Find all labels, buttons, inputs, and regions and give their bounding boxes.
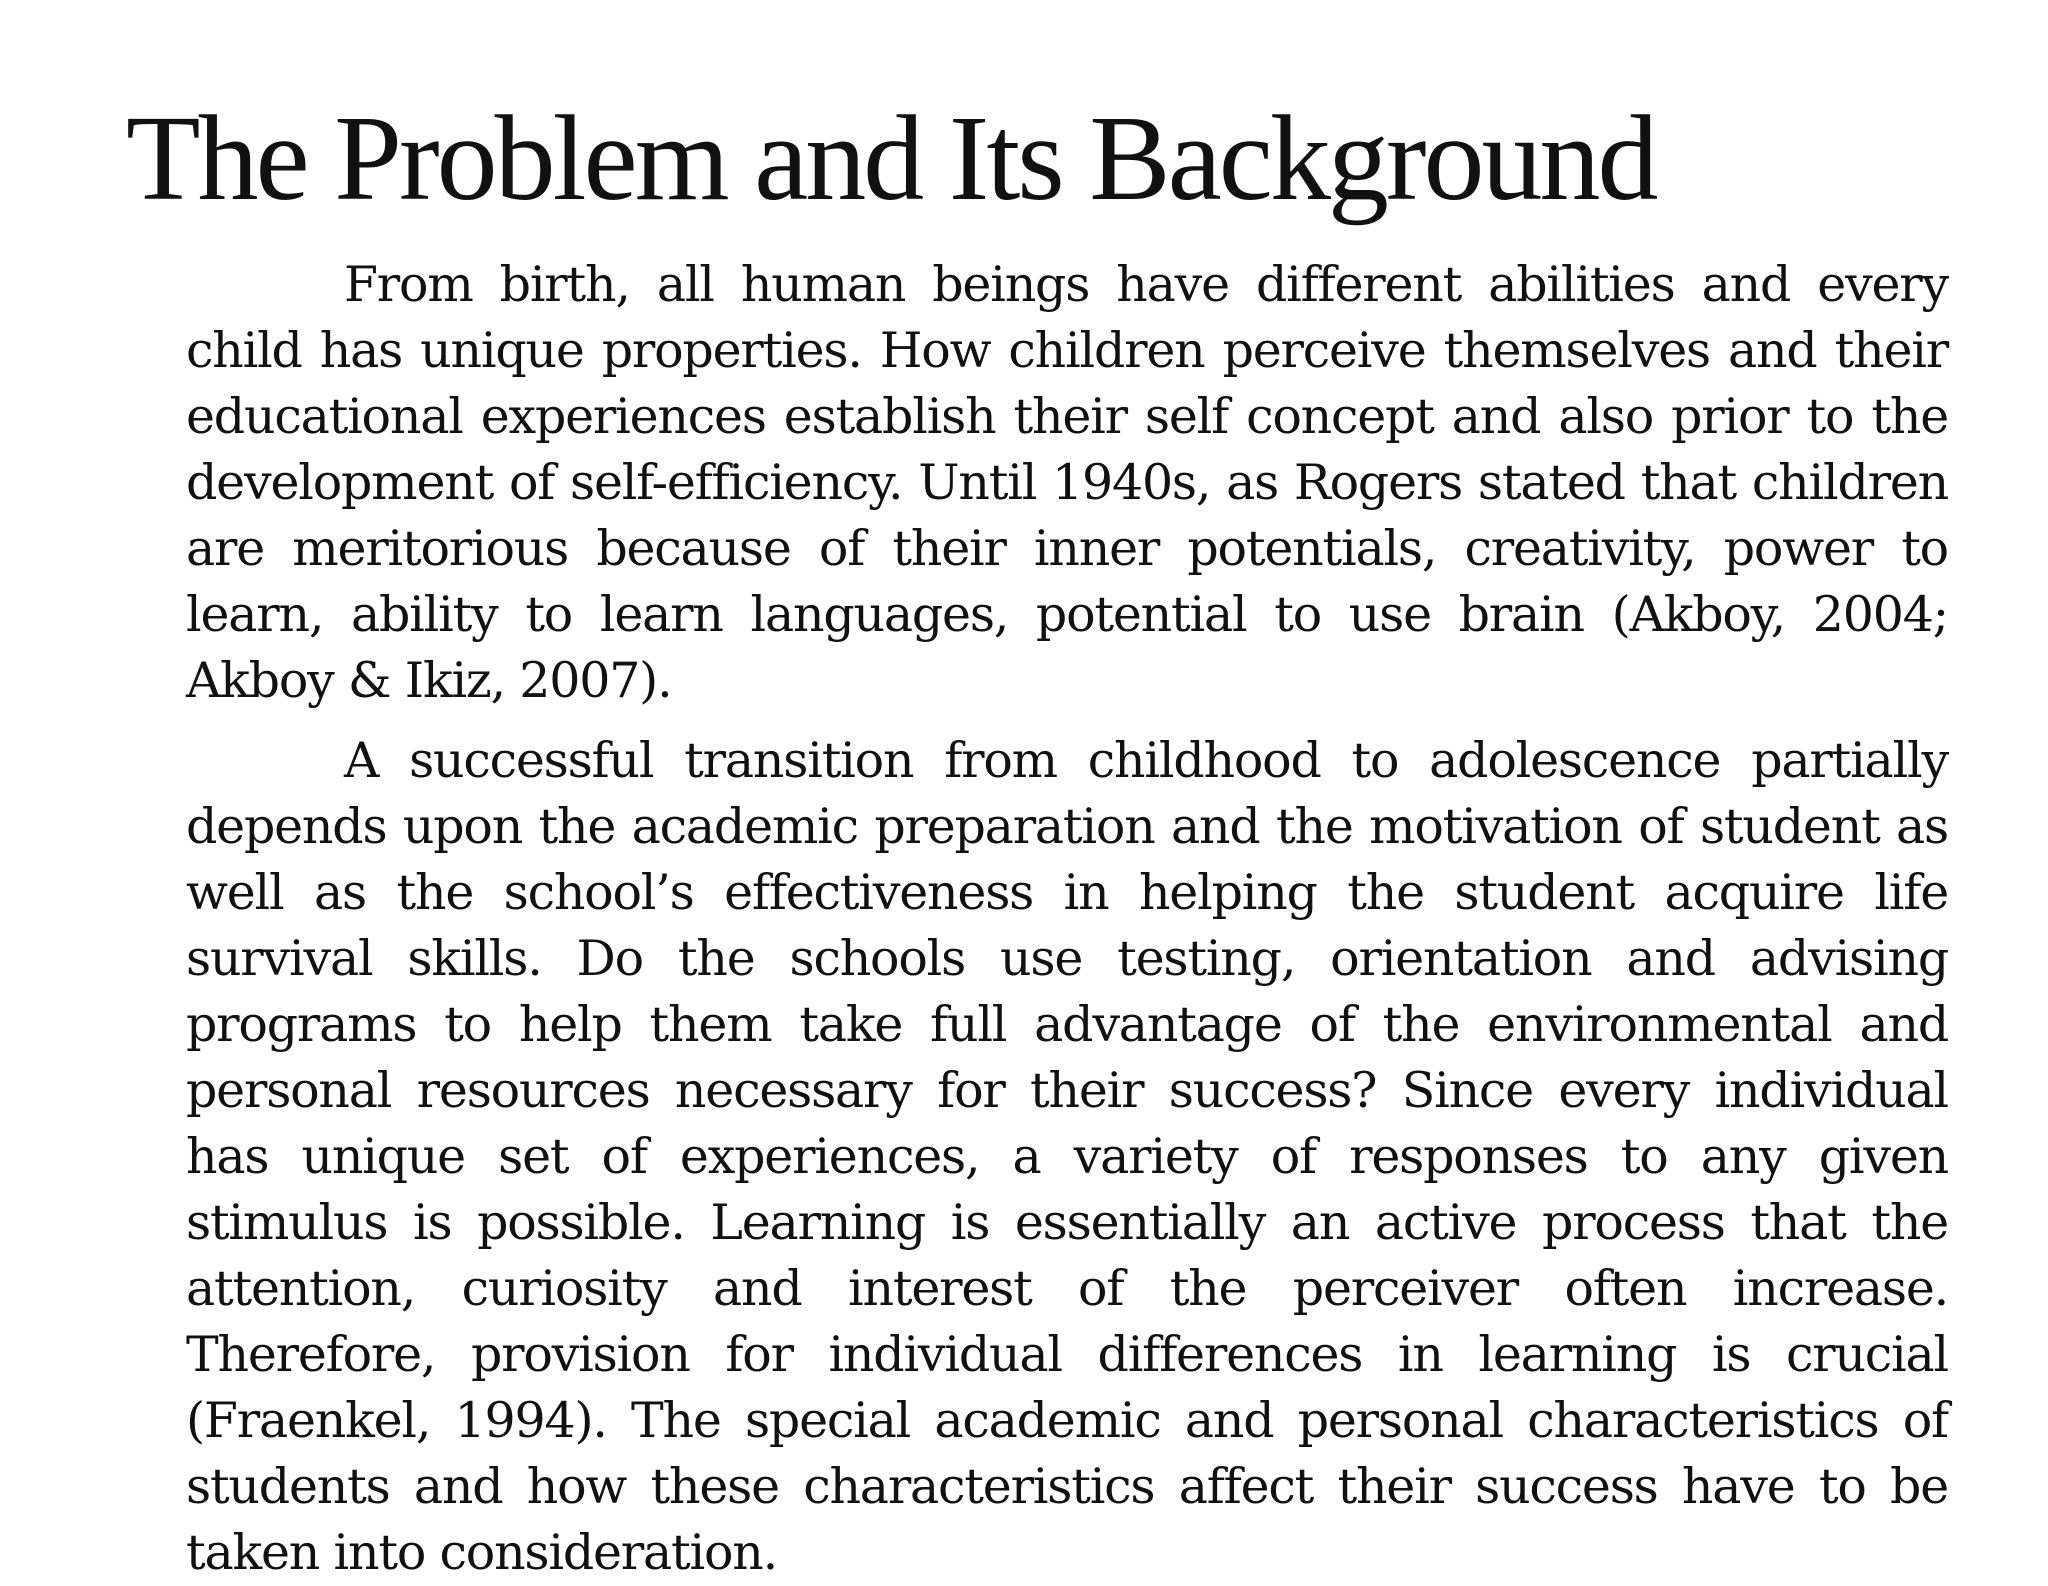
- slide-title: The Problem and Its Background: [126, 91, 1656, 226]
- paragraph-1: From birth, all human beings have different abilities and every child has unique properties. How children perceive themselves and their educational experiences establish their self concept and also prior to the development of self-efficiency. Until 1940s, as Rogers stated that children are meritorious because of their inner potentials, creativity, power to learn, ability to learn languages, potential to use brain (Akboy, 2004; Akboy & Ikiz, 2007).: [186, 256, 1948, 709]
- slide-body: [186, 252, 1948, 1586]
- paragraph-2: A successful transition from childhood to adolescence partially depends upon the academic preparation and the motivation of student as well as the school’s effectiveness in helping the student acquire life survival skills. Do the schools use testing, orientation and advising programs to help them take full advantage of the environmental and personal resources necessary for their success? Since every individual has unique set of experiences, a variety of responses to any given stimulus is possible. Learning is essentially an active process that the attention, curiosity and interest of the perceiver often increase. Therefore, provision for individual differences in learning is crucial (Fraenkel, 1994). The special academic and personal characteristics of students and how these characteristics affect their success have to be taken into consideration.: [186, 732, 1948, 1581]
